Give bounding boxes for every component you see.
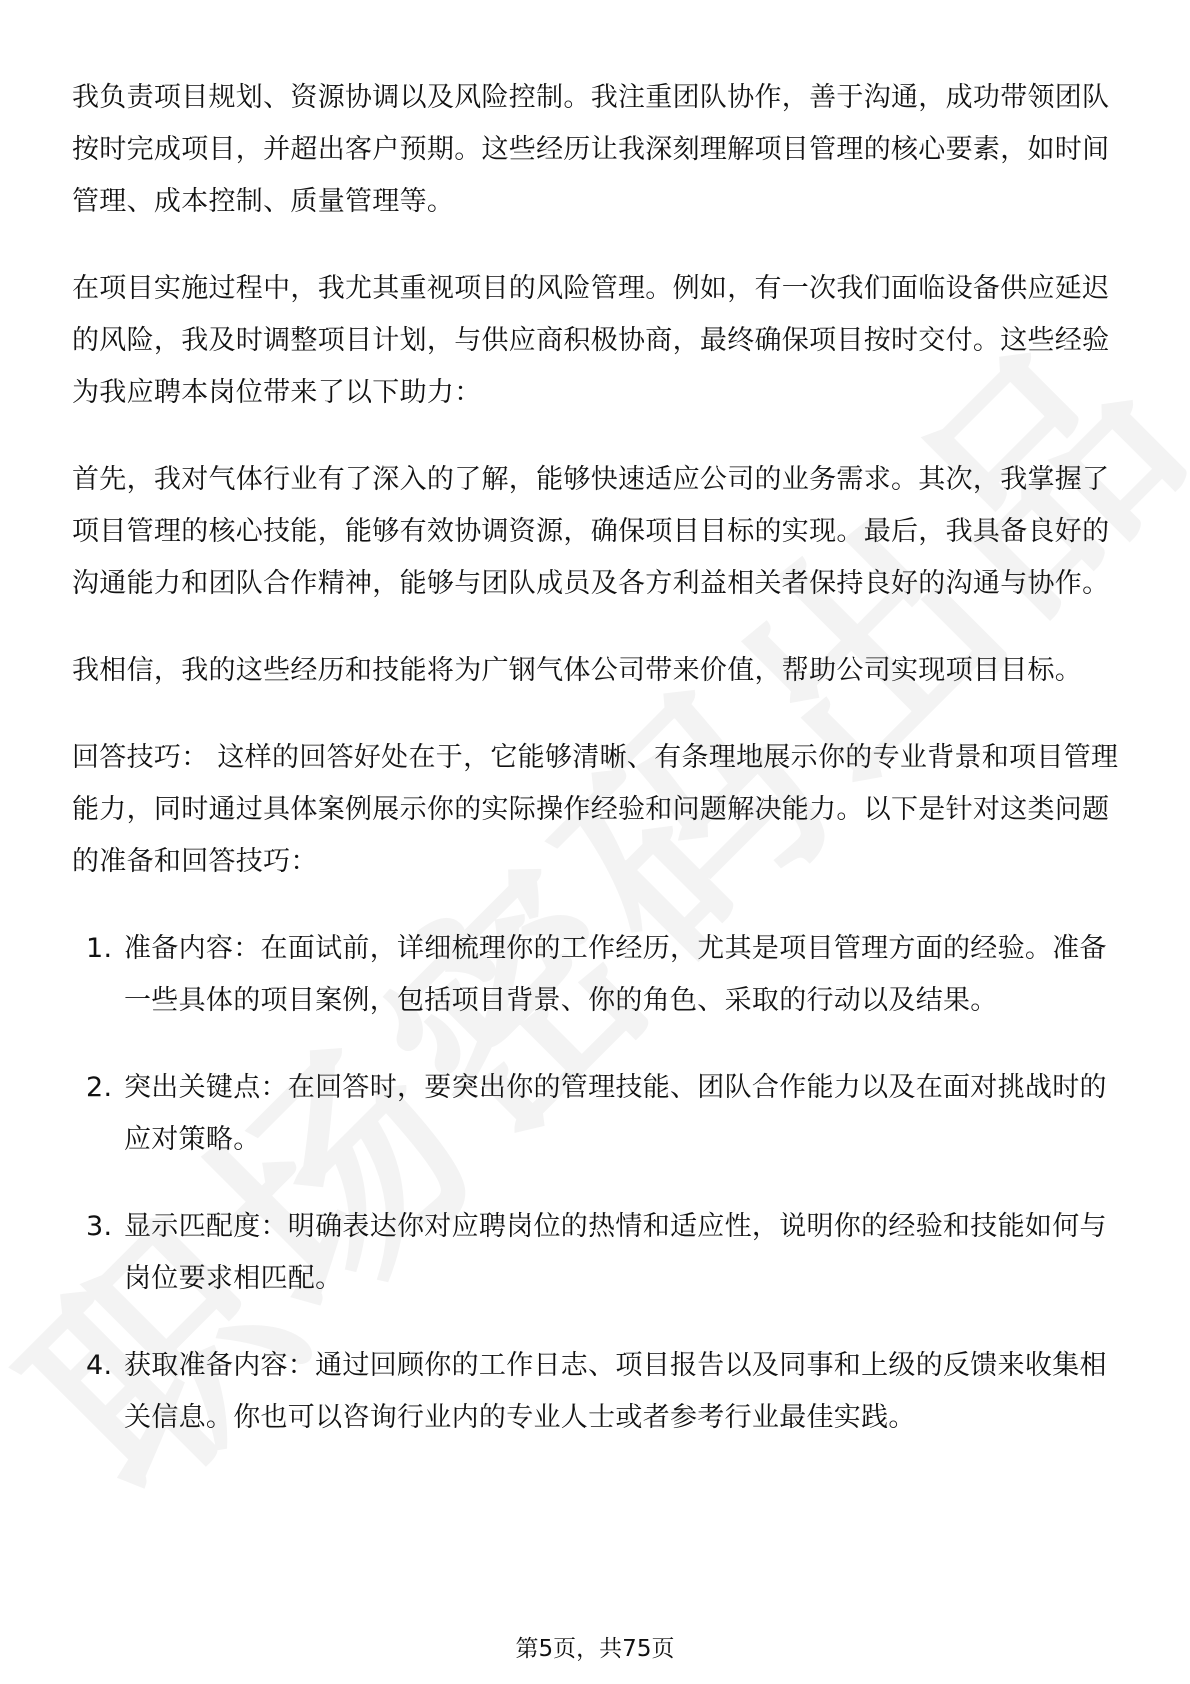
page-number: 第5页，共75页 (515, 1636, 675, 1662)
tips-list-item (72, 1062, 1122, 1166)
list-item-text: 获取准备内容：通过回顾你的工作日志、项目报告以及同事和上级的反馈来收集相关信息。你也可以咨询行业内的专业人士或者参考行业最佳实践。 (124, 1350, 1107, 1433)
paragraph-answer-tips: 回答技巧： 这样的回答好处在于，它能够清晰、有条理地展示你的专业背景和项目管理能力，同时通过具体案例展示你的实际操作经验和问题解决能力。以下是针对这类问题的准备和回答技巧： (72, 742, 1119, 877)
tips-list-item (72, 1340, 1122, 1444)
list-item-text: 突出关键点：在回答时，要突出你的管理技能、团队合作能力以及在面对挑战时的应对策略。 (124, 1072, 1107, 1155)
document-body (72, 72, 1122, 1479)
paragraph-conclusion: 我相信，我的这些经历和技能将为广钢气体公司带来价值，帮助公司实现项目目标。 (72, 655, 1083, 686)
list-item-number: 1. (86, 933, 113, 964)
paragraph-experience: 我负责项目规划、资源协调以及风险控制。我注重团队协作，善于沟通，成功带领团队按时完成项目，并超出客户预期。这些经历让我深刻理解项目管理的核心要素，如时间管理、成本控制、质量管理等。 (72, 82, 1110, 217)
paragraph-risk-management: 在项目实施过程中，我尤其重视项目的风险管理。例如，有一次我们面临设备供应延迟的风险，我及时调整项目计划，与供应商积极协商，最终确保项目按时交付。这些经验为我应聘本岗位带来了以下助力： (72, 273, 1110, 408)
list-item-number: 4. (86, 1350, 113, 1381)
list-item-text: 准备内容：在面试前，详细梳理你的工作经历，尤其是项目管理方面的经验。准备一些具体的项目案例，包括项目背景、你的角色、采取的行动以及结果。 (124, 933, 1107, 1016)
list-item-number: 3. (86, 1211, 113, 1242)
paragraph-strengths: 首先，我对气体行业有了深入的了解，能够快速适应公司的业务需求。其次，我掌握了项目管理的核心技能，能够有效协调资源，确保项目目标的实现。最后，我具备良好的沟通能力和团队合作精神，能够与团队成员及各方利益相关者保持良好的沟通与协作。 (72, 464, 1110, 599)
tips-list (72, 923, 1122, 1444)
tips-list-item (72, 1201, 1122, 1305)
list-item-text: 显示匹配度：明确表达你对应聘岗位的热情和适应性，说明你的经验和技能如何与岗位要求相匹配。 (124, 1211, 1107, 1294)
list-item-number: 2. (86, 1072, 113, 1103)
tips-list-item (72, 923, 1122, 1027)
